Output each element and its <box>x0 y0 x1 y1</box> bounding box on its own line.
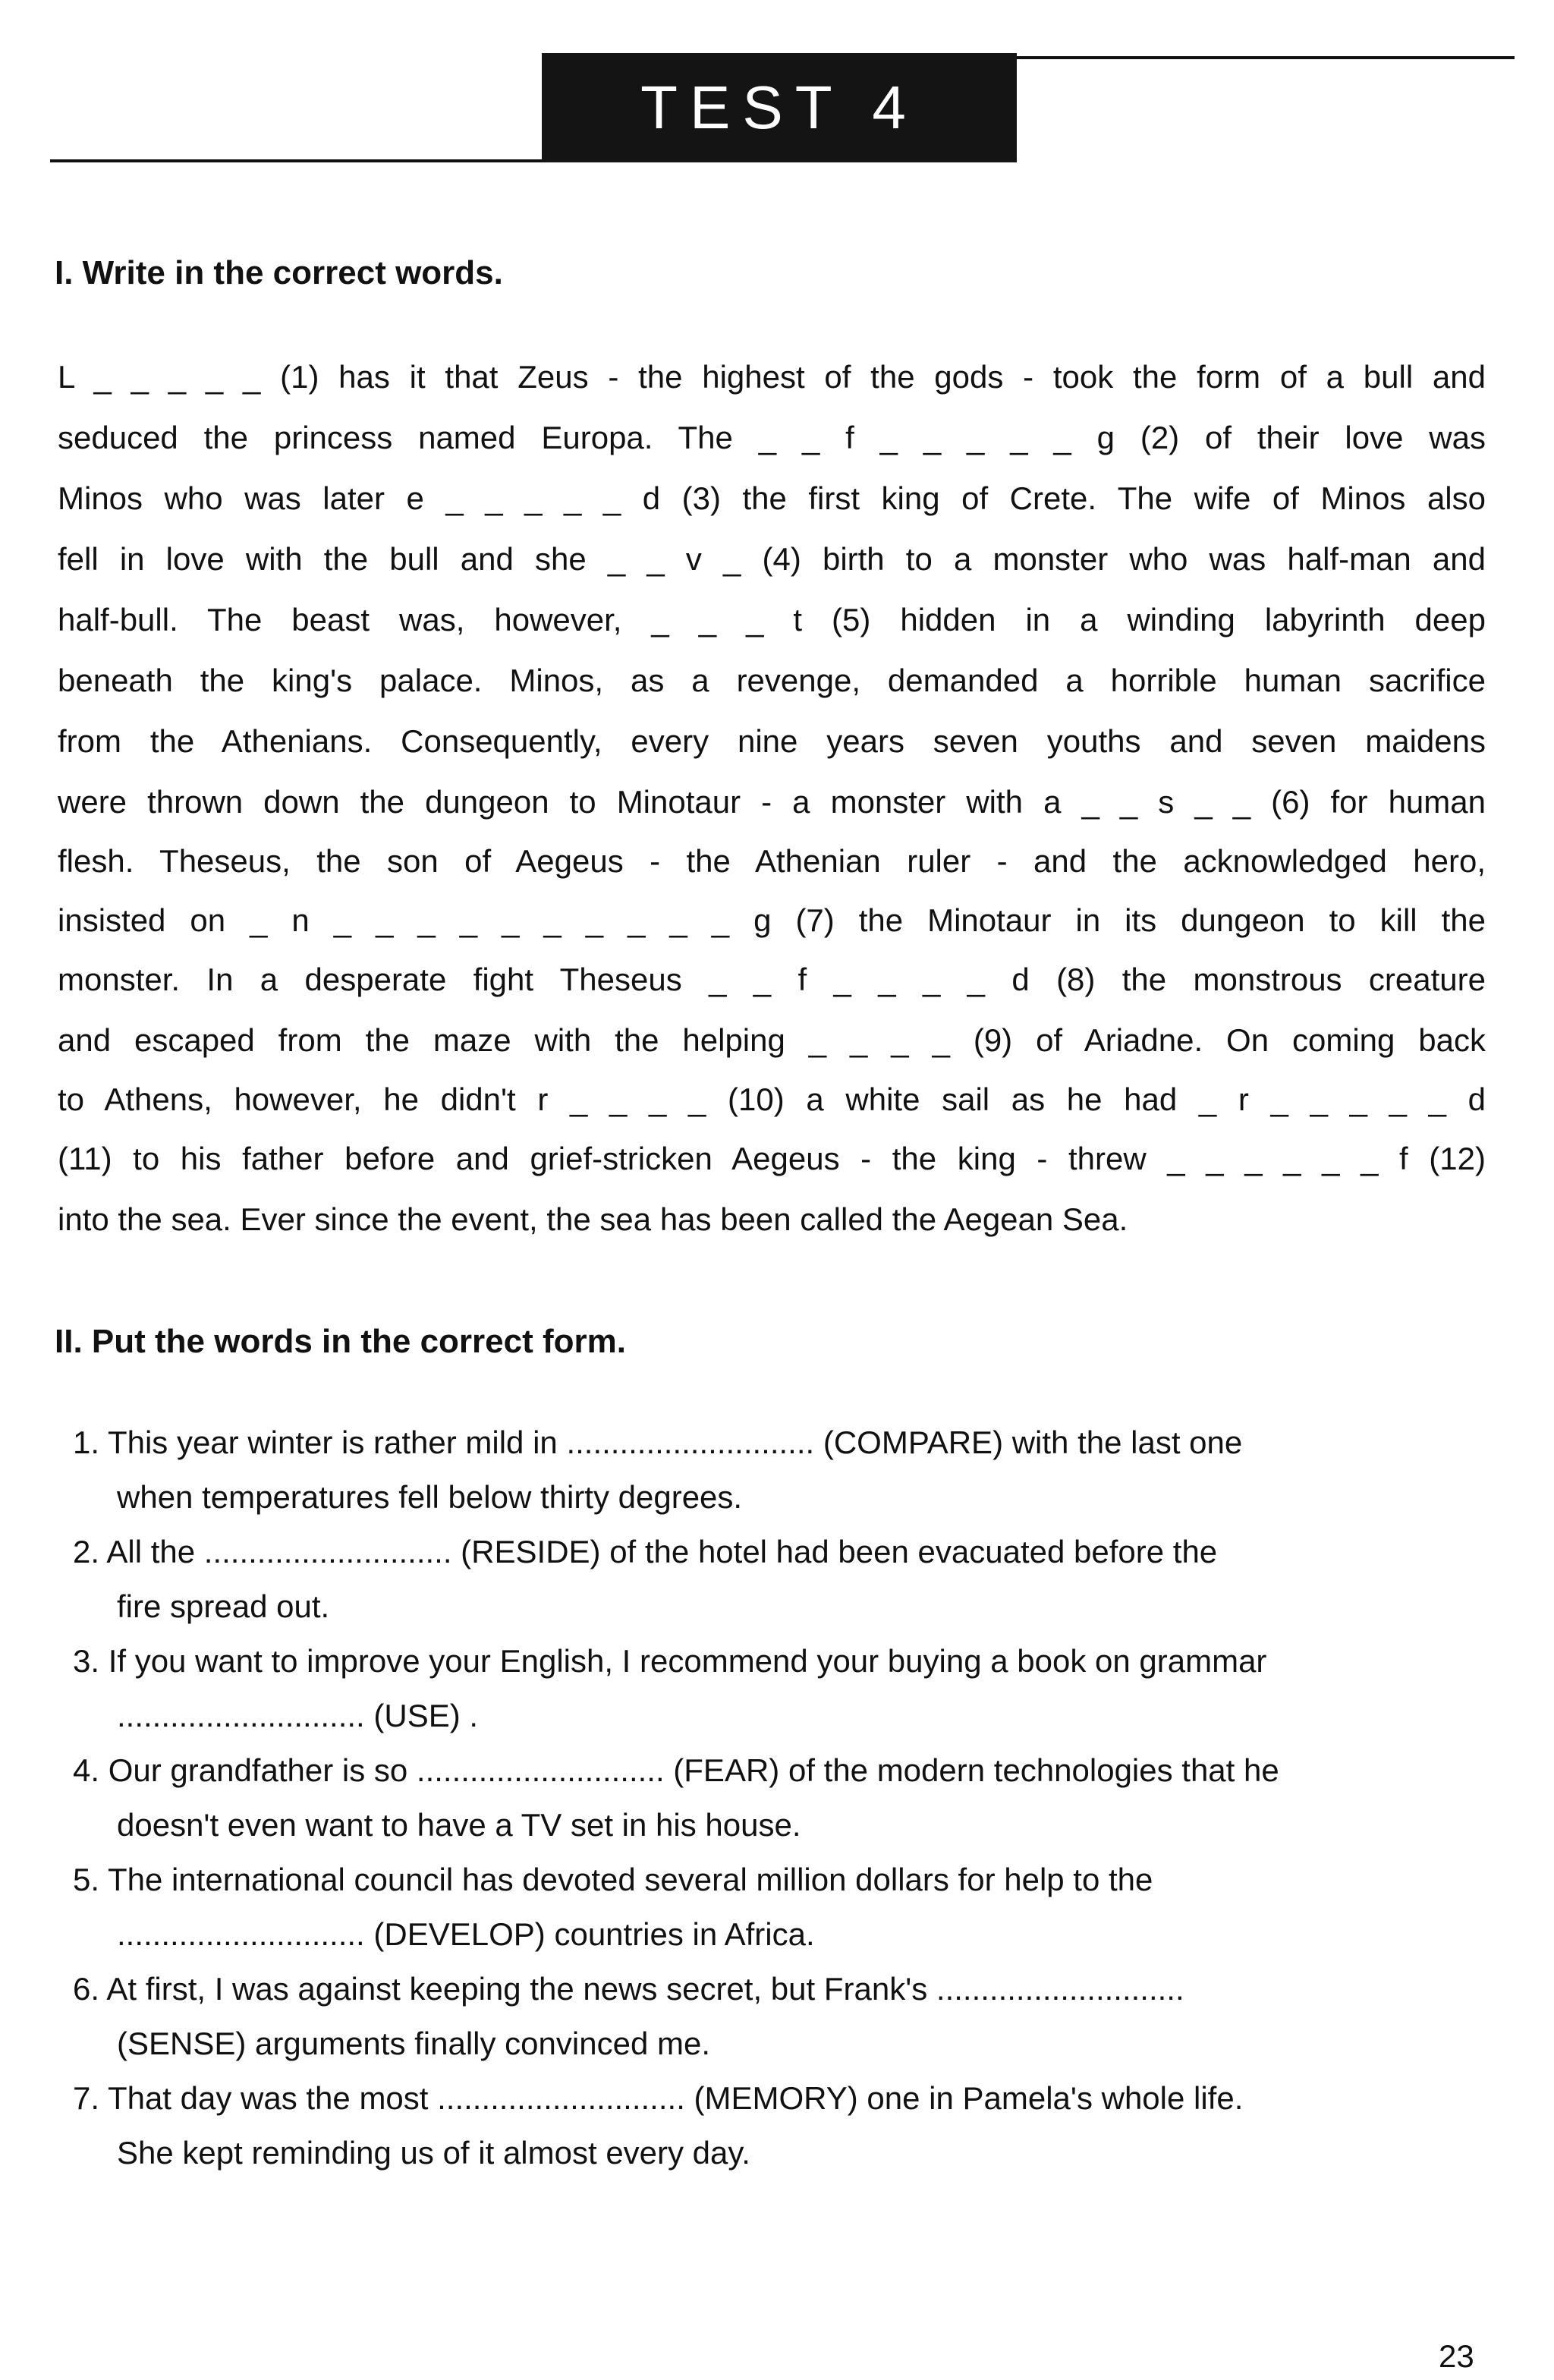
passage-line: (11) to his father before and grief-stricken Aegeus - the king - threw _ _ _ _ _ _ f (12) <box>58 1141 1486 1176</box>
section-2-heading: II. Put the words in the correct form. <box>55 1323 626 1360</box>
passage-line: L _ _ _ _ _ (1) has it that Zeus - the highest of the gods - took the form of a bull and <box>58 359 1486 395</box>
exercise-item-line: 7. That day was the most ............................ (MEMORY) one in Pamela's whole life. <box>73 2080 1244 2116</box>
exercise-item-line: ............................ (USE) . <box>117 1698 479 1733</box>
exercise-item-line: 4. Our grandfather is so ............................ (FEAR) of the modern technologies that he <box>73 1752 1279 1788</box>
passage-line: Minos who was later e _ _ _ _ _ d (3) the first king of Crete. The wife of Minos also <box>58 480 1486 516</box>
passage-line: seduced the princess named Europa. The _ _ f _ _ _ _ _ g (2) of their love was <box>58 420 1486 455</box>
passage-line: into the sea. Ever since the event, the sea has been called the Aegean Sea. <box>58 1201 1128 1237</box>
section-1-heading: I. Write in the correct words. <box>55 254 503 291</box>
passage-line: half-bull. The beast was, however, _ _ _ t (5) hidden in a winding labyrinth deep <box>58 602 1486 638</box>
exercise-item-line: when temperatures fell below thirty degrees. <box>117 1479 743 1515</box>
passage-line: and escaped from the maze with the helping _ _ _ _ (9) of Ariadne. On coming back <box>58 1022 1486 1058</box>
exercise-item-line: 5. The international council has devoted several million dollars for help to the <box>73 1862 1153 1897</box>
passage-line: to Athens, however, he didn't r _ _ _ _ (10) a white sail as he had _ r _ _ _ _ _ d <box>58 1081 1486 1117</box>
exercise-item-line: (SENSE) arguments finally convinced me. <box>117 2026 710 2061</box>
exercise-item-line: ............................ (DEVELOP) countries in Africa. <box>117 1916 815 1952</box>
passage-line: fell in love with the bull and she _ _ v _ (4) birth to a monster who was half-man and <box>58 541 1486 577</box>
passage-line: insisted on _ n _ _ _ _ _ _ _ _ _ _ g (7) the Minotaur in its dungeon to kill the <box>58 902 1486 938</box>
page-number: 23 <box>1439 2338 1474 2374</box>
test-title-banner <box>542 53 1017 162</box>
exercise-item-line: She kept reminding us of it almost every day. <box>117 2135 750 2171</box>
exercise-item-line: 1. This year winter is rather mild in ............................ (COMPARE) with the last one <box>73 1425 1243 1460</box>
passage-line: monster. In a desperate fight Theseus _ _ f _ _ _ _ d (8) the monstrous creature <box>58 962 1486 997</box>
exercise-item-line: 6. At first, I was against keeping the news secret, but Frank's ............................ <box>73 1971 1184 2007</box>
exercise-item-line: 3. If you want to improve your English, I recommend your buying a book on grammar <box>73 1643 1267 1679</box>
passage-line: beneath the king's palace. Minos, as a revenge, demanded a horrible human sacrifice <box>58 663 1486 698</box>
header-rule-right <box>1014 56 1515 59</box>
header-rule-left <box>50 159 542 162</box>
exercise-item-line: doesn't even want to have a TV set in his house. <box>117 1807 801 1843</box>
test-title: TEST 4 <box>640 74 918 141</box>
passage-line: were thrown down the dungeon to Minotaur - a monster with a _ _ s _ _ (6) for human <box>58 784 1486 820</box>
passage-line: from the Athenians. Consequently, every nine years seven youths and seven maidens <box>58 723 1486 759</box>
passage-line: flesh. Theseus, the son of Aegeus - the Athenian ruler - and the acknowledged hero, <box>58 843 1486 879</box>
exercise-item-line: 2. All the ............................ (RESIDE) of the hotel had been evacuated before the <box>73 1534 1218 1569</box>
exercise-item-line: fire spread out. <box>117 1588 330 1624</box>
